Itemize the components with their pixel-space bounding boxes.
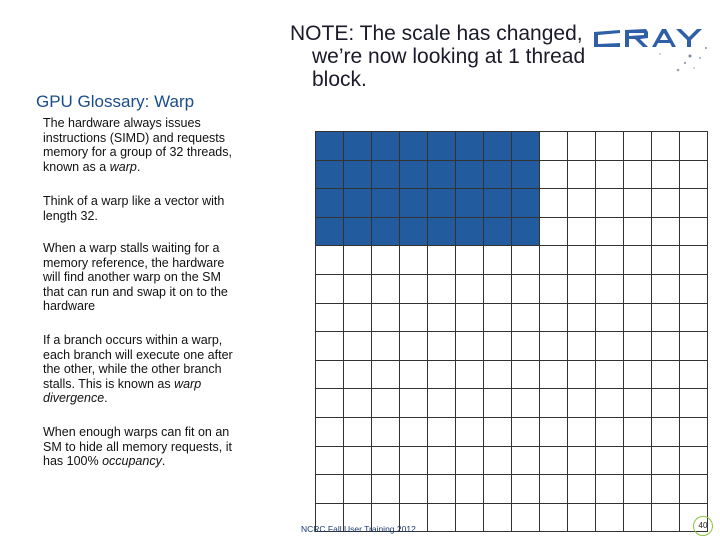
thread-cell <box>428 332 456 361</box>
text-run: has 100% <box>43 454 103 469</box>
thread-cell <box>400 418 428 447</box>
thread-cell <box>344 246 372 275</box>
thread-cell <box>484 475 512 504</box>
thread-cell <box>568 332 596 361</box>
thread-cell <box>680 275 708 304</box>
thread-cell <box>568 218 596 247</box>
slide-title: GPU Glossary: Warp <box>36 92 195 111</box>
thread-cell <box>680 475 708 504</box>
warp-thread-cell <box>512 161 540 190</box>
note-line: we’re now looking at 1 thread <box>312 45 586 68</box>
thread-cell <box>512 361 540 390</box>
thread-cell <box>484 504 512 533</box>
thread-cell <box>680 246 708 275</box>
text-run: memory for a group of 32 threads, <box>43 145 232 160</box>
thread-cell <box>456 361 484 390</box>
thread-cell <box>428 504 456 533</box>
thread-cell <box>512 275 540 304</box>
text-run: SM to hide all memory requests, it <box>43 439 232 454</box>
thread-cell <box>456 475 484 504</box>
thread-cell <box>624 418 652 447</box>
thread-cell <box>316 475 344 504</box>
warp-thread-cell <box>400 189 428 218</box>
thread-cell <box>456 389 484 418</box>
thread-cell <box>428 475 456 504</box>
text-run: . <box>104 391 108 406</box>
thread-cell <box>652 132 680 161</box>
thread-cell <box>624 246 652 275</box>
scale-note <box>290 22 670 91</box>
thread-cell <box>680 418 708 447</box>
text-run: memory reference, the hardware <box>43 255 225 270</box>
paragraph-warp-stall <box>43 241 271 314</box>
text-run: length 32. <box>43 208 98 223</box>
thread-cell <box>596 361 624 390</box>
thread-cell <box>652 218 680 247</box>
thread-cell <box>400 332 428 361</box>
thread-cell <box>540 304 568 333</box>
thread-cell <box>596 447 624 476</box>
paragraph-occupancy <box>43 425 271 469</box>
thread-cell <box>652 189 680 218</box>
thread-cell <box>372 475 400 504</box>
warp-thread-cell <box>484 218 512 247</box>
warp-thread-cell <box>372 189 400 218</box>
emphasized-term: warp <box>174 376 202 391</box>
thread-cell <box>596 304 624 333</box>
thread-cell <box>456 246 484 275</box>
thread-cell <box>568 504 596 533</box>
warp-thread-cell <box>372 161 400 190</box>
footer-text: NCRC Fall User Training 2012 <box>301 524 416 534</box>
warp-thread-cell <box>316 189 344 218</box>
thread-cell <box>568 389 596 418</box>
thread-cell <box>596 161 624 190</box>
thread-cell <box>372 304 400 333</box>
thread-cell <box>316 304 344 333</box>
thread-cell <box>456 304 484 333</box>
thread-cell <box>596 132 624 161</box>
thread-cell <box>680 447 708 476</box>
warp-thread-cell <box>428 161 456 190</box>
warp-thread-cell <box>456 132 484 161</box>
thread-cell <box>624 132 652 161</box>
thread-cell <box>680 304 708 333</box>
thread-cell <box>680 189 708 218</box>
thread-cell <box>540 332 568 361</box>
thread-cell <box>372 246 400 275</box>
warp-thread-cell <box>316 161 344 190</box>
thread-cell <box>484 246 512 275</box>
thread-cell <box>484 361 512 390</box>
thread-cell <box>456 504 484 533</box>
text-run: known as a <box>43 159 110 174</box>
thread-cell <box>316 275 344 304</box>
thread-cell <box>400 447 428 476</box>
text-run: each branch will execute one after <box>43 347 233 362</box>
thread-cell <box>540 218 568 247</box>
warp-thread-cell <box>400 161 428 190</box>
thread-cell <box>372 418 400 447</box>
thread-cell <box>540 361 568 390</box>
thread-cell <box>484 275 512 304</box>
thread-cell <box>316 246 344 275</box>
thread-cell <box>624 275 652 304</box>
warp-thread-cell <box>428 132 456 161</box>
thread-cell <box>400 475 428 504</box>
thread-cell <box>512 475 540 504</box>
thread-cell <box>372 389 400 418</box>
thread-cell <box>624 161 652 190</box>
thread-cell <box>428 361 456 390</box>
thread-cell <box>624 332 652 361</box>
thread-cell <box>568 246 596 275</box>
thread-cell <box>596 218 624 247</box>
thread-cell <box>316 418 344 447</box>
text-run: that can run and swap it on to the <box>43 284 228 299</box>
thread-cell <box>400 304 428 333</box>
thread-cell <box>652 161 680 190</box>
thread-cell <box>680 218 708 247</box>
thread-cell <box>652 447 680 476</box>
page-number: 40 <box>693 516 713 536</box>
thread-cell <box>680 361 708 390</box>
thread-cell <box>484 418 512 447</box>
paragraph-warp-divergence <box>43 333 271 406</box>
thread-cell <box>624 447 652 476</box>
warp-thread-cell <box>400 132 428 161</box>
thread-cell <box>400 361 428 390</box>
thread-cell <box>372 275 400 304</box>
thread-cell <box>596 332 624 361</box>
thread-cell <box>512 447 540 476</box>
thread-cell <box>400 246 428 275</box>
thread-cell <box>540 132 568 161</box>
thread-cell <box>372 447 400 476</box>
warp-thread-cell <box>428 218 456 247</box>
warp-thread-cell <box>456 218 484 247</box>
thread-cell <box>540 189 568 218</box>
note-line: NOTE: The scale has changed, <box>290 22 583 45</box>
thread-cell <box>316 447 344 476</box>
thread-cell <box>596 275 624 304</box>
thread-cell <box>484 332 512 361</box>
emphasized-term: occupancy <box>102 454 162 469</box>
warp-thread-cell <box>484 161 512 190</box>
thread-cell <box>596 189 624 218</box>
warp-thread-cell <box>372 132 400 161</box>
thread-cell <box>540 475 568 504</box>
thread-cell <box>512 418 540 447</box>
thread-cell <box>456 447 484 476</box>
thread-cell <box>316 389 344 418</box>
text-run: When enough warps can fit on an <box>43 425 230 439</box>
thread-cell <box>652 361 680 390</box>
thread-cell <box>512 304 540 333</box>
thread-cell <box>344 418 372 447</box>
warp-thread-cell <box>344 132 372 161</box>
thread-cell <box>596 504 624 533</box>
thread-cell <box>680 389 708 418</box>
thread-cell <box>540 246 568 275</box>
thread-cell <box>512 246 540 275</box>
thread-cell <box>344 361 372 390</box>
warp-thread-cell <box>344 161 372 190</box>
thread-cell <box>316 361 344 390</box>
thread-cell <box>344 389 372 418</box>
thread-cell <box>540 275 568 304</box>
thread-cell <box>680 132 708 161</box>
text-run: The hardware always issues <box>43 116 201 130</box>
text-run: hardware <box>43 299 96 314</box>
thread-cell <box>484 389 512 418</box>
thread-cell <box>652 504 680 533</box>
thread-cell <box>596 418 624 447</box>
thread-cell <box>344 275 372 304</box>
emphasized-term: warp <box>109 159 137 174</box>
thread-cell <box>568 361 596 390</box>
thread-cell <box>568 475 596 504</box>
thread-cell <box>512 332 540 361</box>
warp-thread-cell <box>344 189 372 218</box>
thread-cell <box>456 418 484 447</box>
thread-cell <box>624 361 652 390</box>
thread-cell <box>456 275 484 304</box>
thread-cell <box>428 275 456 304</box>
thread-cell <box>540 418 568 447</box>
text-run: the other, while the other branch <box>43 362 222 377</box>
thread-cell <box>456 332 484 361</box>
thread-cell <box>652 475 680 504</box>
thread-cell <box>624 475 652 504</box>
thread-cell <box>372 361 400 390</box>
thread-cell <box>540 161 568 190</box>
thread-cell <box>652 246 680 275</box>
thread-cell <box>680 161 708 190</box>
warp-thread-cell <box>400 218 428 247</box>
thread-cell <box>428 447 456 476</box>
thread-cell <box>372 332 400 361</box>
thread-cell <box>568 161 596 190</box>
thread-block-grid <box>315 131 708 532</box>
note-line: block. <box>312 68 367 91</box>
warp-thread-cell <box>344 218 372 247</box>
warp-thread-cell <box>316 218 344 247</box>
thread-cell <box>680 332 708 361</box>
text-run: If a branch occurs within a warp, <box>43 333 223 347</box>
thread-cell <box>624 304 652 333</box>
thread-cell <box>596 475 624 504</box>
warp-thread-cell <box>316 132 344 161</box>
warp-thread-cell <box>512 132 540 161</box>
thread-cell <box>344 475 372 504</box>
thread-cell <box>596 246 624 275</box>
warp-thread-cell <box>456 189 484 218</box>
thread-cell <box>400 389 428 418</box>
thread-cell <box>428 304 456 333</box>
thread-cell <box>484 304 512 333</box>
thread-cell <box>652 418 680 447</box>
thread-cell <box>540 447 568 476</box>
thread-cell <box>568 418 596 447</box>
thread-cell <box>568 447 596 476</box>
thread-cell <box>484 447 512 476</box>
warp-thread-cell <box>428 189 456 218</box>
text-run: Think of a warp like a vector with <box>43 194 225 208</box>
thread-cell <box>428 418 456 447</box>
warp-thread-cell <box>484 189 512 218</box>
thread-cell <box>568 304 596 333</box>
thread-cell <box>652 275 680 304</box>
thread-cell <box>344 447 372 476</box>
thread-cell <box>400 275 428 304</box>
emphasized-term: divergence <box>43 391 105 406</box>
thread-cell <box>568 189 596 218</box>
thread-cell <box>596 389 624 418</box>
thread-cell <box>316 332 344 361</box>
warp-thread-cell <box>512 189 540 218</box>
thread-cell <box>344 332 372 361</box>
warp-thread-cell <box>512 218 540 247</box>
thread-cell <box>428 246 456 275</box>
paragraph-vector-analogy <box>43 194 271 223</box>
thread-cell <box>344 304 372 333</box>
thread-cell <box>512 504 540 533</box>
text-run: . <box>161 454 166 469</box>
text-run: When a warp stalls waiting for a <box>43 241 220 255</box>
thread-cell <box>540 504 568 533</box>
text-run: stalls. This is known as <box>43 376 175 391</box>
thread-cell <box>624 218 652 247</box>
thread-cell <box>512 389 540 418</box>
thread-cell <box>652 304 680 333</box>
thread-cell <box>568 132 596 161</box>
warp-thread-cell <box>372 218 400 247</box>
thread-cell <box>624 389 652 418</box>
thread-cell <box>568 275 596 304</box>
thread-cell <box>624 189 652 218</box>
text-run: instructions (SIMD) and requests <box>43 130 226 145</box>
thread-cell <box>540 389 568 418</box>
thread-cell <box>428 389 456 418</box>
text-run: will find another warp on the SM <box>43 270 221 285</box>
text-run: . <box>136 159 141 174</box>
warp-thread-cell <box>456 161 484 190</box>
warp-thread-cell <box>484 132 512 161</box>
paragraph-warp-definition <box>43 116 271 174</box>
thread-cell <box>652 389 680 418</box>
thread-cell <box>624 504 652 533</box>
thread-cell <box>652 332 680 361</box>
